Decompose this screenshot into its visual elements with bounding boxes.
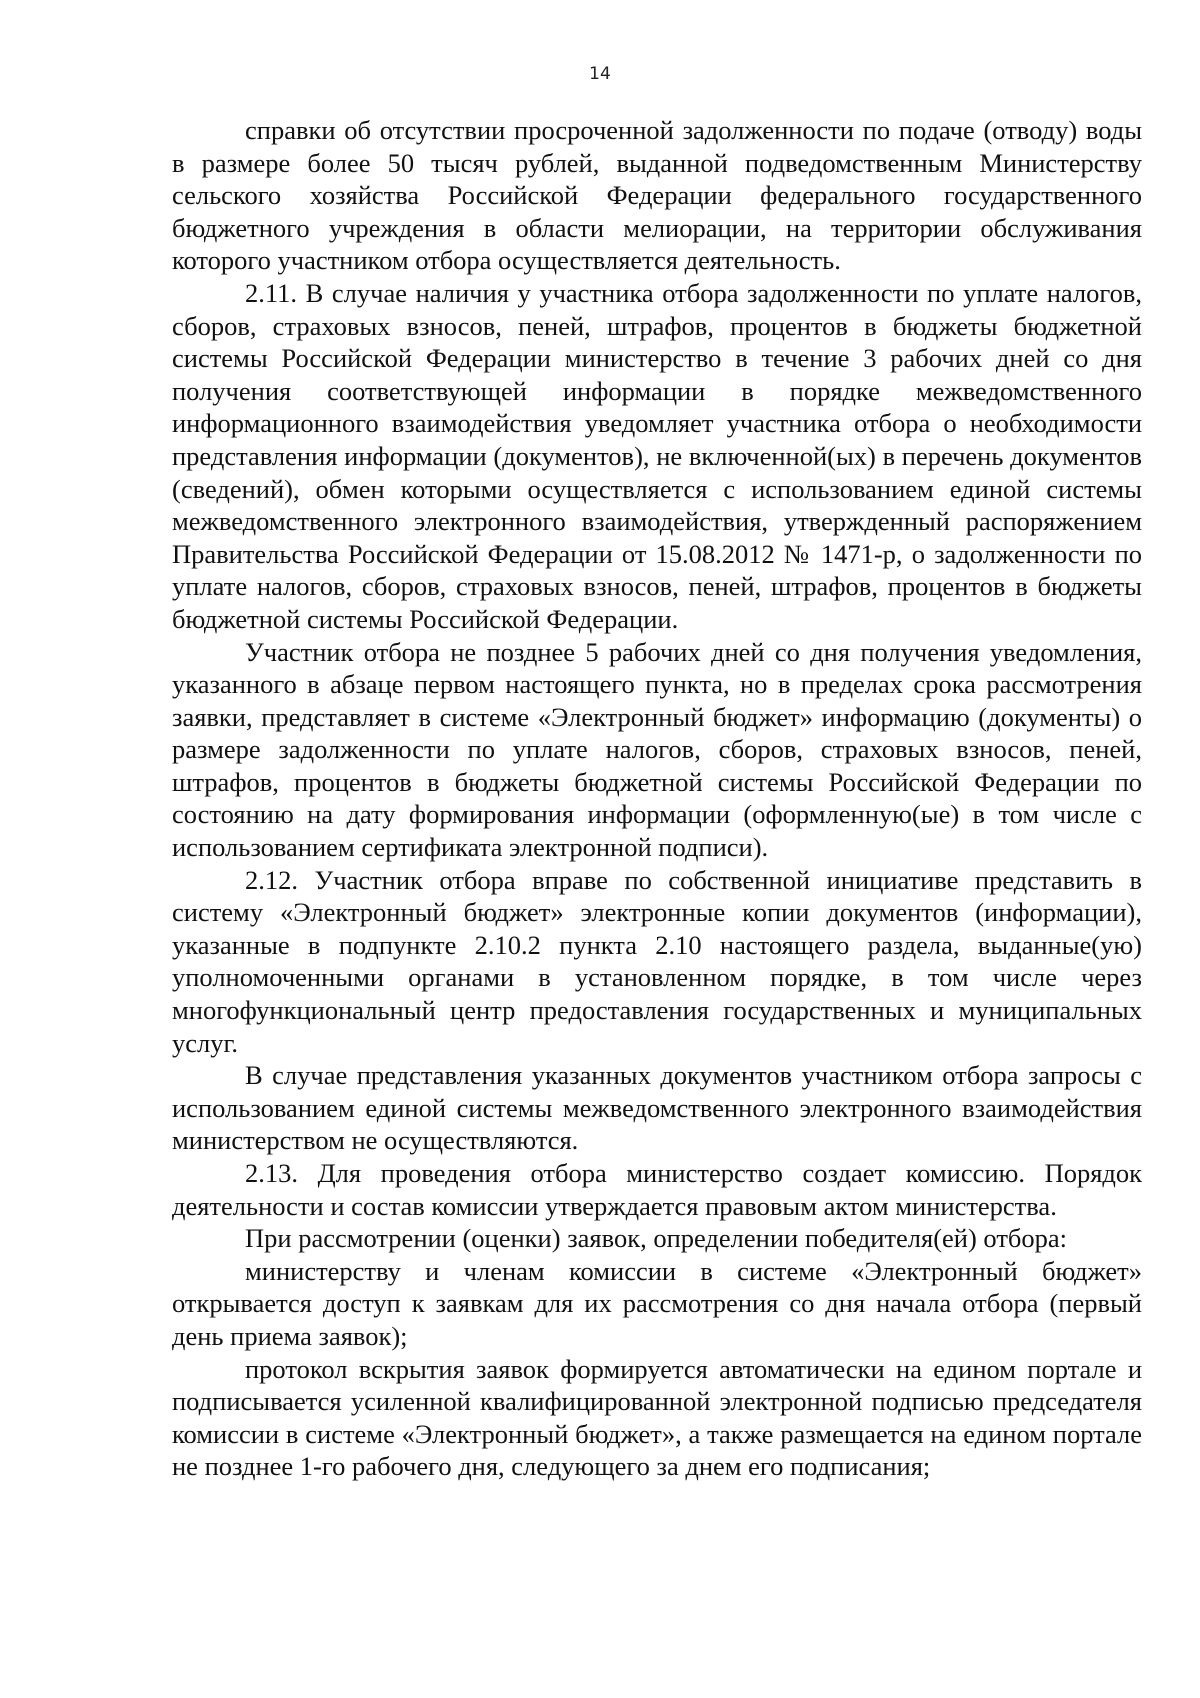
paragraph-2-13-review: При рассмотрении (оценки) заявок, определении победителя(ей) отбора:	[245, 1223, 1068, 1254]
paragraph-2-12: 2.12. Участник отбора вправе по собственной инициативе представить в систему «Электронный бюджет» электронные копии документов (информации), указанные в подпункте 2.10.2 пункта 2.10 настоящего раздела, выданные(ую) уполномоченными органами в установленном порядке, в том числе через многофункциональный центр предоставления государственных и муниципальных услуг.	[172, 864, 1142, 1058]
paragraph-2-11-participant: Участник отбора не позднее 5 рабочих дней со дня получения уведомления, указанного в абзаце первом настоящего пункта, но в пределах срока рассмотрения заявки, представляет в системе «Электронный бюджет» информацию (документы) о размере задолженности по уплате налогов, сборов, страховых взносов, пеней, штрафов, процентов в бюджеты бюджетной системы Российской Федерации по состоянию на дату формирования информации (оформленную(ые) в том числе с использованием сертификата электронной подписи).	[172, 636, 1142, 863]
paragraph-2-13: 2.13. Для проведения отбора министерство создает комиссию. Порядок деятельности и состав комиссии утверждается правовым актом министерства.	[172, 1158, 1142, 1221]
paragraph-water-debt-certificate: справки об отсутствии просроченной задолженности по подаче (отводу) воды в размере более 50 тысяч рублей, выданной подведомственным Министерству сельского хозяйства Российской Федерации федерального государственного бюджетного учреждения в области мелиорации, на территории обслуживания которого участником отбора осуществляется деятельность.	[172, 115, 1142, 276]
paragraph-2-12-requests: В случае представления указанных документов участником отбора запросы с использованием единой системы межведомственного электронного взаимодействия министерством не осуществляются.	[172, 1060, 1142, 1156]
page-number: 14	[589, 64, 611, 84]
paragraph-2-13-access: министерству и членам комиссии в системе «Электронный бюджет» открывается доступ к заявкам для их рассмотрения со дня начала отбора (первый день приема заявок);	[172, 1255, 1142, 1351]
paragraph-2-11: 2.11. В случае наличия у участника отбора задолженности по уплате налогов, сборов, страховых взносов, пеней, штрафов, процентов в бюджеты бюджетной системы Российской Федерации министерство в течение 3 рабочих дней со дня получения соответствующей информации в порядке межведомственного информационного взаимодействия уведомляет участника отбора о необходимости представления информации (документов), не включенной(ых) в перечень документов (сведений), обмен которыми осуществляется с использованием единой системы межведомственного электронного взаимодействия, утвержденный распоряжением Правительства Российской Федерации от 15.08.2012 № 1471-р, о задолженности по уплате налогов, сборов, страховых взносов, пеней, штрафов, процентов в бюджеты бюджетной системы Российской Федерации.	[172, 277, 1142, 634]
document-body	[172, 114, 1142, 1483]
paragraph-2-13-protocol: протокол вскрытия заявок формируется автоматически на едином портале и подписывается усиленной квалифицированной электронной подписью председателя комиссии в системе «Электронный бюджет», а также размещается на едином портале не позднее 1-го рабочего дня, следующего за днем его подписания;	[172, 1353, 1142, 1482]
